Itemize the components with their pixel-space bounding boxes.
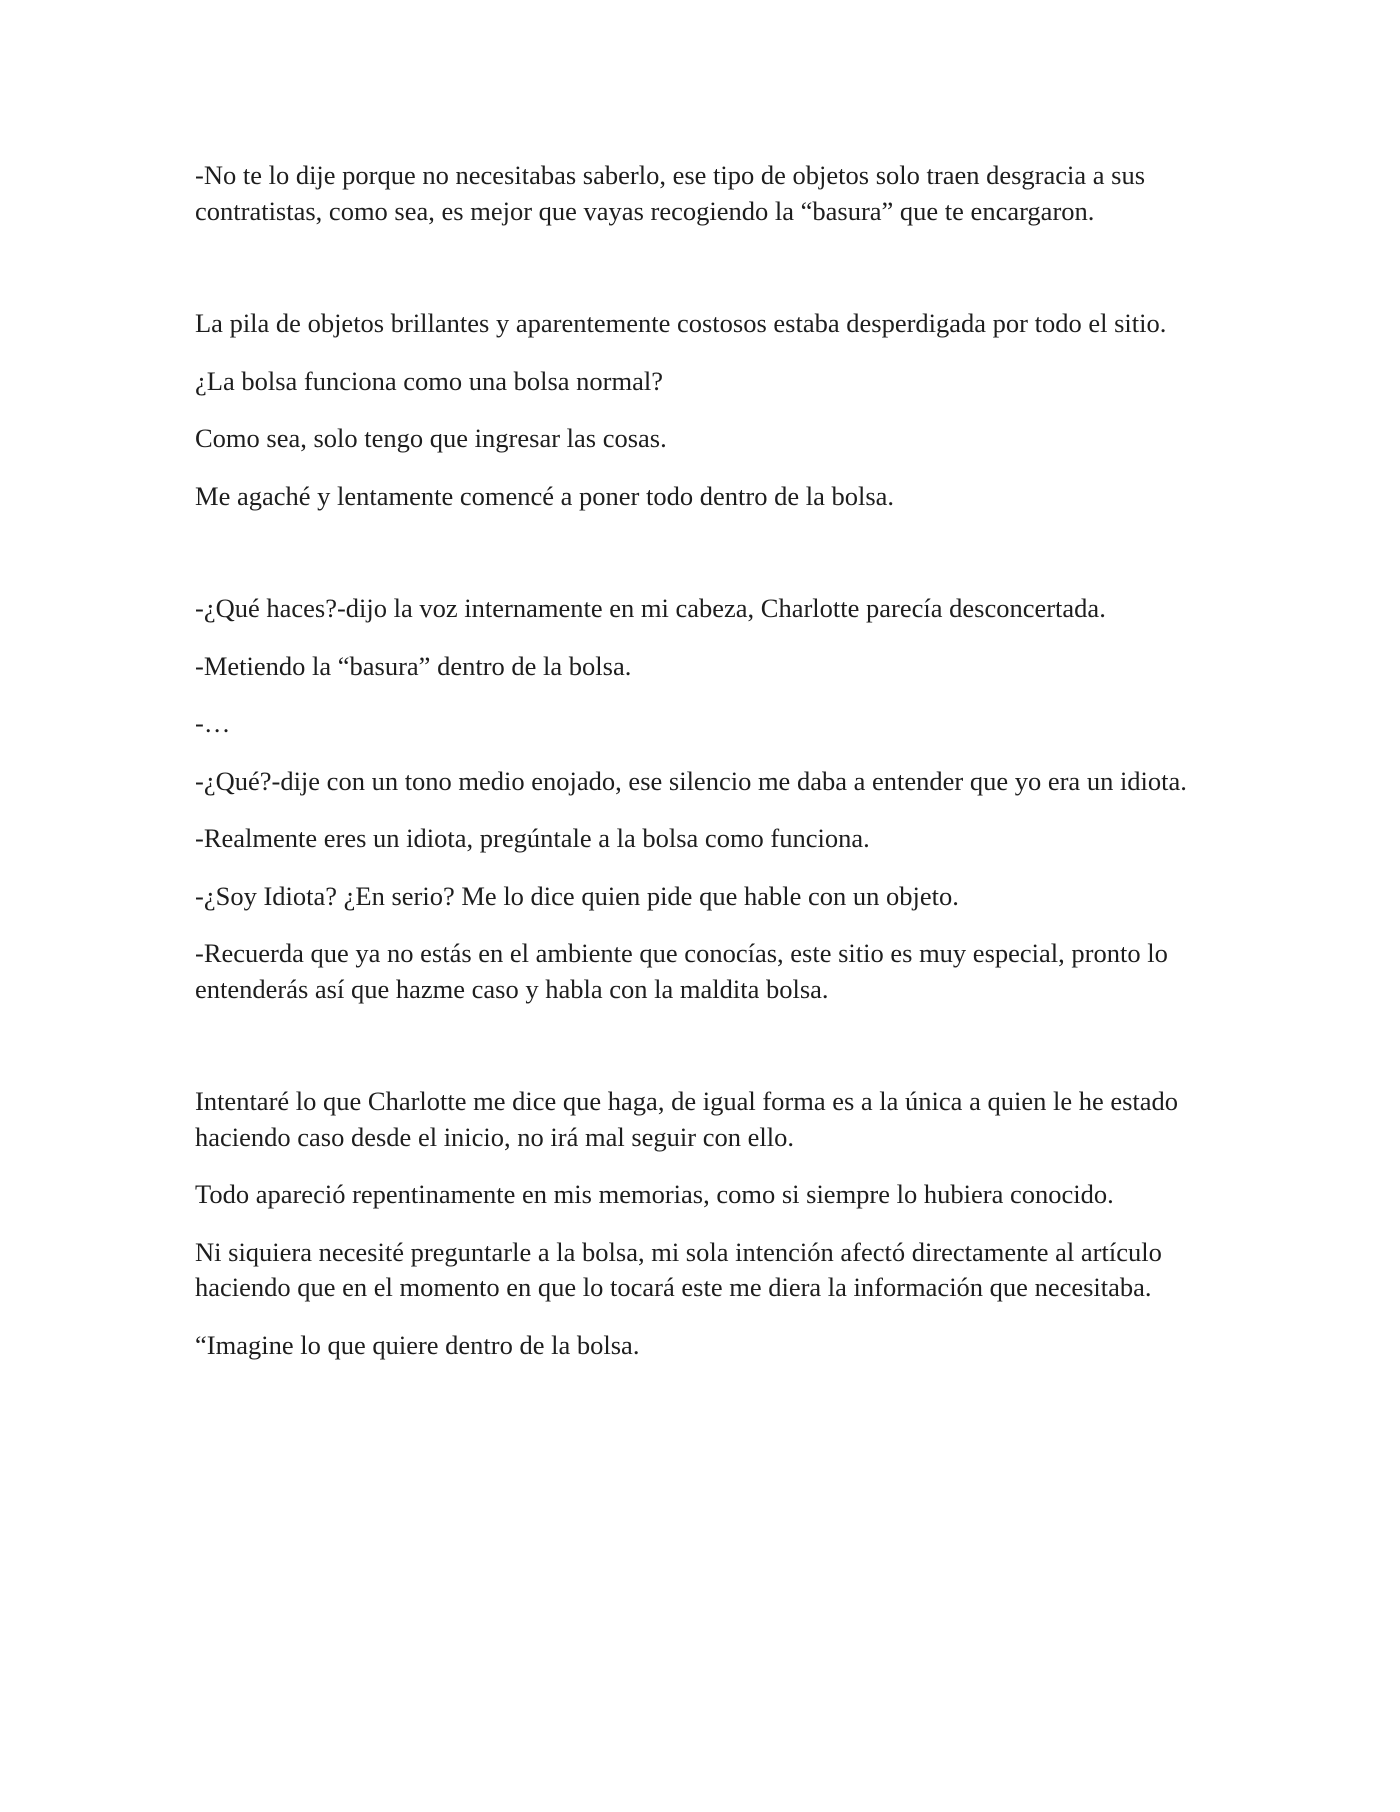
paragraph: Intentaré lo que Charlotte me dice que haga, de igual forma es a la única a quien le he estado haciendo caso desde el inicio, no irá mal seguir con ello. (195, 1086, 1179, 1152)
paragraph: ¿La bolsa funciona como una bolsa normal? (195, 365, 664, 396)
paragraph: “Imagine lo que quiere dentro de la bolsa. (195, 1329, 640, 1360)
paragraph: -Recuerda que ya no estás en el ambiente que conocías, este sitio es muy especial, pronto lo entenderás así que hazme caso y habla con la maldita bolsa. (195, 938, 1168, 1004)
body-text (195, 158, 1215, 1385)
paragraph: -Realmente eres un idiota, pregúntale a la bolsa como funciona. (195, 823, 870, 853)
paragraph: -… (195, 708, 231, 738)
paragraph: Ni siquiera necesité preguntarle a la bolsa, mi sola intención afectó directamente al artículo haciendo que en el momento en que lo tocará este me diera la información que necesitaba. (195, 1236, 1162, 1302)
paragraph: -Metiendo la “basura” dentro de la bolsa. (195, 650, 632, 681)
paragraph: La pila de objetos brillantes y aparentemente costosos estaba desperdigada por todo el sitio. (195, 308, 1167, 338)
paragraph: Me agaché y lentamente comencé a poner todo dentro de la bolsa. (195, 480, 895, 511)
paragraph: -¿Soy Idiota? ¿En serio? Me lo dice quien pide que hable con un objeto. (195, 880, 959, 911)
paragraph: Como sea, solo tengo que ingresar las cosas. (195, 423, 667, 453)
paragraph: -No te lo dije porque no necesitabas saberlo, ese tipo de objetos solo traen desgracia a sus contratistas, como sea, es mejor que vayas recogiendo la “basura” que te encargaron. (195, 160, 1146, 226)
paragraph: Todo apareció repentinamente en mis memorias, como si siempre lo hubiera conocido. (195, 1179, 1114, 1209)
paragraph: -¿Qué haces?-dijo la voz internamente en mi cabeza, Charlotte parecía desconcertada. (195, 593, 1106, 623)
paragraph: -¿Qué?-dije con un tono medio enojado, ese silencio me daba a entender que yo era un idiota. (195, 765, 1187, 796)
